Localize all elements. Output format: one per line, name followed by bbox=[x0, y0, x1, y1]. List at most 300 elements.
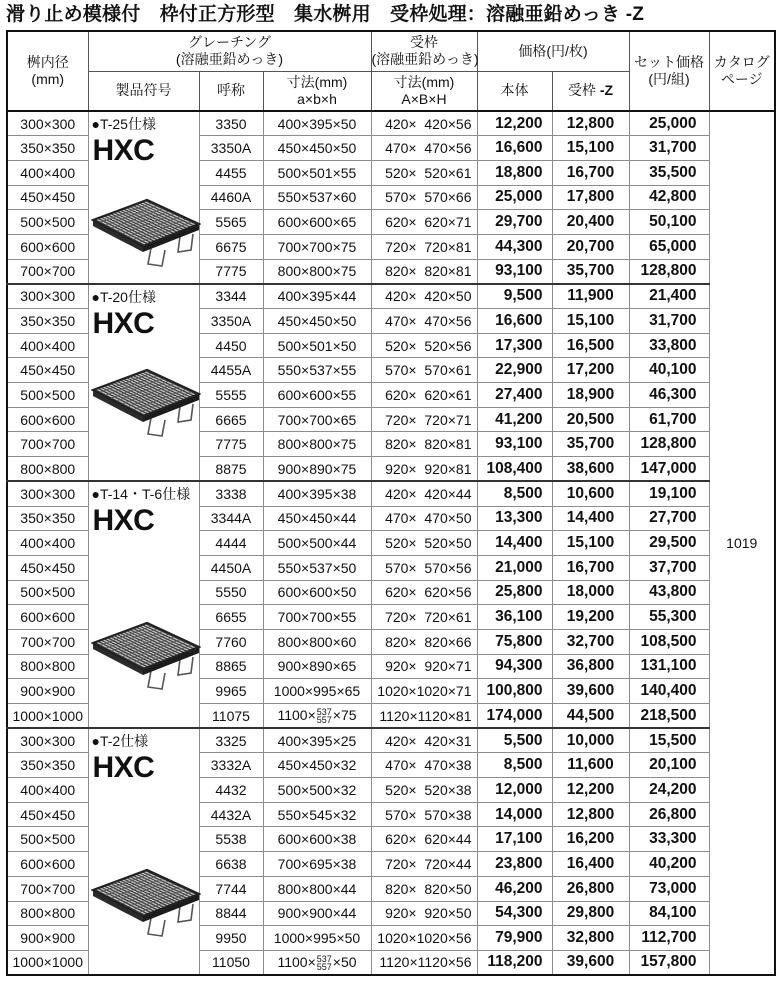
product-spec-label: ●T-2仕様 bbox=[91, 733, 149, 750]
page-title: 滑り止め模様付 枠付正方形型 集水桝用 受枠処理：溶融亜鉛めっき -Z bbox=[6, 4, 645, 25]
set-price-cell: 33,800 bbox=[629, 333, 709, 358]
nominal-cell: 5555 bbox=[199, 383, 263, 408]
inner-diameter-cell: 400×400 bbox=[7, 160, 88, 185]
table-header bbox=[7, 31, 775, 111]
body-price-cell: 14,400 bbox=[477, 531, 552, 556]
grating-dims-cell: 600×600×50 bbox=[263, 580, 371, 605]
set-price-cell: 128,800 bbox=[629, 432, 709, 457]
header-grating-dims-sub: a×b×h bbox=[297, 90, 337, 107]
frame-z-price-cell: 11,900 bbox=[552, 284, 629, 309]
grating-image bbox=[91, 611, 201, 691]
inner-diameter-cell: 350×350 bbox=[7, 506, 88, 531]
frame-z-price-cell: 15,100 bbox=[552, 309, 629, 334]
body-price-cell: 23,800 bbox=[477, 852, 552, 877]
frame-dims-cell: 920× 920×81 bbox=[371, 457, 477, 482]
set-price-cell: 31,700 bbox=[629, 309, 709, 334]
body-price-cell: 54,300 bbox=[477, 901, 552, 926]
body-price-cell: 94,300 bbox=[477, 654, 552, 679]
nominal-cell: 7744 bbox=[199, 876, 263, 901]
inner-diameter-cell: 300×300 bbox=[7, 728, 88, 753]
grating-dims-cell: 700×700×55 bbox=[263, 605, 371, 630]
header-price bbox=[477, 31, 629, 71]
body-price-cell: 9,500 bbox=[477, 284, 552, 309]
set-price-cell: 131,100 bbox=[629, 654, 709, 679]
set-price-cell: 25,000 bbox=[629, 111, 709, 136]
product-cell bbox=[88, 481, 199, 728]
grating-dims-cell: 800×800×75 bbox=[263, 259, 371, 284]
body-price-cell: 93,100 bbox=[477, 259, 552, 284]
frame-dims-cell: 420× 420×50 bbox=[371, 284, 477, 309]
body-price-cell: 14,000 bbox=[477, 802, 552, 827]
body-price-cell: 29,700 bbox=[477, 210, 552, 235]
catalog-page-cell: 1019 bbox=[709, 111, 775, 975]
set-price-cell: 218,500 bbox=[629, 704, 709, 729]
body-price-cell: 46,200 bbox=[477, 876, 552, 901]
nominal-cell: 3350A bbox=[199, 309, 263, 334]
set-price-cell: 46,300 bbox=[629, 383, 709, 408]
inner-diameter-cell: 900×900 bbox=[7, 679, 88, 704]
frame-dims-cell: 570× 570×66 bbox=[371, 185, 477, 210]
frame-dims-cell: 820× 820×66 bbox=[371, 629, 477, 654]
set-price-cell: 84,100 bbox=[629, 901, 709, 926]
body-price-cell: 75,800 bbox=[477, 629, 552, 654]
body-price-cell: 16,600 bbox=[477, 309, 552, 334]
set-price-cell: 65,000 bbox=[629, 234, 709, 259]
frame-dims-cell: 470× 470×56 bbox=[371, 136, 477, 161]
inner-diameter-cell: 450×450 bbox=[7, 358, 88, 383]
frame-z-price-cell: 20,500 bbox=[552, 407, 629, 432]
frame-z-price-cell: 10,600 bbox=[552, 481, 629, 506]
grating-dims-cell: 550×537×50 bbox=[263, 555, 371, 580]
frame-z-price-cell: 10,000 bbox=[552, 728, 629, 753]
header-frame-label: 受枠 bbox=[410, 34, 438, 51]
frame-dims-cell: 820× 820×81 bbox=[371, 432, 477, 457]
nominal-cell: 4432A bbox=[199, 802, 263, 827]
nominal-cell: 6675 bbox=[199, 234, 263, 259]
frame-dims-cell: 570× 570×38 bbox=[371, 802, 477, 827]
nominal-cell: 4455A bbox=[199, 358, 263, 383]
body-price-cell: 8,500 bbox=[477, 753, 552, 778]
header-nominal-label: 呼称 bbox=[217, 82, 245, 99]
grating-dims-cell: 900×890×65 bbox=[263, 654, 371, 679]
grating-dims-cell: 550×545×32 bbox=[263, 802, 371, 827]
inner-diameter-cell: 500×500 bbox=[7, 383, 88, 408]
body-price-cell: 118,200 bbox=[477, 950, 552, 975]
frame-z-price-cell: 35,700 bbox=[552, 432, 629, 457]
inner-diameter-cell: 400×400 bbox=[7, 778, 88, 803]
frame-z-price-cell: 17,200 bbox=[552, 358, 629, 383]
frame-dims-cell: 470× 470×56 bbox=[371, 309, 477, 334]
header-frame-z-label: 受枠 bbox=[567, 82, 600, 99]
body-price-cell: 174,000 bbox=[477, 704, 552, 729]
grating-dims-cell: 1000×995×50 bbox=[263, 926, 371, 951]
set-price-cell: 50,100 bbox=[629, 210, 709, 235]
nominal-cell: 7775 bbox=[199, 259, 263, 284]
header-grating-sub: (溶融亜鉛めっき) bbox=[175, 51, 284, 68]
inner-diameter-cell: 350×350 bbox=[7, 136, 88, 161]
frame-dims-cell: 520× 520×61 bbox=[371, 160, 477, 185]
inner-diameter-cell: 600×600 bbox=[7, 605, 88, 630]
grating-image bbox=[91, 358, 201, 438]
grating-dims-cell: 450×450×44 bbox=[263, 506, 371, 531]
body-price-cell: 22,900 bbox=[477, 358, 552, 383]
header-grating-dims-label: 寸法(mm) bbox=[286, 73, 348, 90]
dims-fraction bbox=[317, 955, 332, 971]
body-price-cell: 25,000 bbox=[477, 185, 552, 210]
header-catalog-label: カタログ bbox=[713, 54, 770, 70]
frame-dims-cell: 720× 720×61 bbox=[371, 605, 477, 630]
inner-diameter-cell: 700×700 bbox=[7, 259, 88, 284]
body-price-cell: 100,800 bbox=[477, 679, 552, 704]
set-price-cell: 29,500 bbox=[629, 531, 709, 556]
body-price-cell: 5,500 bbox=[477, 728, 552, 753]
product-code-label: HXC bbox=[92, 134, 155, 167]
set-price-cell: 27,700 bbox=[629, 506, 709, 531]
frame-dims-cell: 820× 820×81 bbox=[371, 259, 477, 284]
nominal-cell: 11050 bbox=[199, 950, 263, 975]
nominal-cell: 3344A bbox=[199, 506, 263, 531]
nominal-cell: 11075 bbox=[199, 704, 263, 729]
frame-dims-cell: 620× 620×56 bbox=[371, 580, 477, 605]
grating-dims-cell bbox=[263, 704, 371, 729]
frame-dims-cell: 620× 620×44 bbox=[371, 827, 477, 852]
frame-z-price-cell: 12,200 bbox=[552, 778, 629, 803]
nominal-cell: 4450A bbox=[199, 555, 263, 580]
grating-image bbox=[91, 858, 201, 938]
nominal-cell: 5538 bbox=[199, 827, 263, 852]
product-code-label: HXC bbox=[92, 504, 155, 538]
nominal-cell: 3350A bbox=[199, 136, 263, 161]
body-price-cell: 93,100 bbox=[477, 432, 552, 457]
frame-dims-cell: 1120×1120×81 bbox=[371, 704, 477, 729]
header-price-label: 価格(円/枚) bbox=[518, 42, 588, 59]
grating-dims-cell: 900×890×75 bbox=[263, 457, 371, 482]
frame-z-price-cell: 39,600 bbox=[552, 950, 629, 975]
dims-suffix: ×50 bbox=[332, 953, 357, 970]
frame-z-price-cell: 18,000 bbox=[552, 580, 629, 605]
body-price-cell: 108,400 bbox=[477, 457, 552, 482]
frame-dims-cell: 420× 420×56 bbox=[371, 111, 477, 136]
product-spec-label: ●T-20仕様 bbox=[91, 288, 156, 305]
table-row bbox=[7, 728, 775, 753]
frame-z-price-cell: 32,800 bbox=[552, 926, 629, 951]
frame-dims-cell: 720× 720×81 bbox=[371, 234, 477, 259]
product-cell bbox=[88, 111, 199, 284]
body-price-cell: 25,800 bbox=[477, 580, 552, 605]
header-set-price-unit: (円/組) bbox=[648, 71, 690, 87]
inner-diameter-cell: 350×350 bbox=[7, 753, 88, 778]
set-price-cell: 108,500 bbox=[629, 629, 709, 654]
inner-diameter-cell: 400×400 bbox=[7, 531, 88, 556]
inner-diameter-cell: 400×400 bbox=[7, 333, 88, 358]
header-frame-sub: (溶融亜鉛めっき) bbox=[371, 51, 479, 68]
product-code-label: HXC bbox=[92, 751, 155, 785]
grating-dims-cell: 1000×995×65 bbox=[263, 679, 371, 704]
set-price-cell: 21,400 bbox=[629, 284, 709, 309]
nominal-cell: 7775 bbox=[199, 432, 263, 457]
nominal-cell: 4460A bbox=[199, 185, 263, 210]
grating-dims-cell: 400×395×25 bbox=[263, 728, 371, 753]
header-grating-dims bbox=[263, 71, 371, 111]
inner-diameter-cell: 1000×1000 bbox=[7, 950, 88, 975]
grating-dims-cell: 450×450×50 bbox=[263, 309, 371, 334]
frame-z-price-cell: 14,400 bbox=[552, 506, 629, 531]
product-cell bbox=[88, 284, 199, 482]
table-row bbox=[7, 481, 775, 506]
grating-dims-cell: 550×537×55 bbox=[263, 358, 371, 383]
nominal-cell: 8865 bbox=[199, 654, 263, 679]
inner-diameter-cell: 500×500 bbox=[7, 580, 88, 605]
grating-dims-cell: 800×800×60 bbox=[263, 629, 371, 654]
frame-z-price-cell: 17,800 bbox=[552, 185, 629, 210]
frame-z-price-cell: 29,800 bbox=[552, 901, 629, 926]
set-price-cell: 19,100 bbox=[629, 481, 709, 506]
product-spec-label: ●T-25仕様 bbox=[91, 116, 156, 132]
body-price-cell: 44,300 bbox=[477, 234, 552, 259]
dims-fraction-top: 537 bbox=[316, 954, 332, 965]
header-body-price bbox=[477, 71, 552, 111]
header-grating bbox=[88, 31, 371, 71]
header-inner-diameter-unit: (mm) bbox=[31, 71, 65, 87]
header-nominal bbox=[199, 71, 263, 111]
dims-prefix: 1100× bbox=[277, 953, 316, 970]
nominal-cell: 9965 bbox=[199, 679, 263, 704]
dims-suffix: ×75 bbox=[332, 706, 357, 723]
frame-z-price-cell: 16,500 bbox=[552, 333, 629, 358]
header-catalog bbox=[709, 31, 775, 111]
header-grating-label: グレーチング bbox=[187, 34, 272, 51]
set-price-cell: 33,300 bbox=[629, 827, 709, 852]
header-frame-z-price bbox=[552, 71, 629, 111]
nominal-cell: 3332A bbox=[199, 753, 263, 778]
nominal-cell: 4432 bbox=[199, 778, 263, 803]
grating-dims-cell: 900×900×44 bbox=[263, 901, 371, 926]
frame-z-price-cell: 16,700 bbox=[552, 160, 629, 185]
frame-dims-cell: 420× 420×44 bbox=[371, 481, 477, 506]
frame-dims-cell: 720× 720×44 bbox=[371, 852, 477, 877]
set-price-cell: 24,200 bbox=[629, 778, 709, 803]
frame-dims-cell: 1020×1020×71 bbox=[371, 679, 477, 704]
grating-dims-cell: 600×600×55 bbox=[263, 383, 371, 408]
inner-diameter-cell: 800×800 bbox=[7, 654, 88, 679]
frame-z-price-cell: 19,200 bbox=[552, 605, 629, 630]
frame-dims-cell: 1020×1020×56 bbox=[371, 926, 477, 951]
body-price-cell: 17,100 bbox=[477, 827, 552, 852]
header-inner-diameter bbox=[7, 31, 88, 111]
body-price-cell: 27,400 bbox=[477, 383, 552, 408]
frame-z-price-cell: 15,100 bbox=[552, 531, 629, 556]
product-cell bbox=[88, 728, 199, 975]
set-price-cell: 157,800 bbox=[629, 950, 709, 975]
frame-z-price-cell: 39,600 bbox=[552, 679, 629, 704]
grating-dims-cell: 600×600×38 bbox=[263, 827, 371, 852]
frame-dims-cell: 470× 470×50 bbox=[371, 506, 477, 531]
inner-diameter-cell: 350×350 bbox=[7, 309, 88, 334]
header-frame-dims-label: 寸法(mm) bbox=[393, 73, 455, 90]
nominal-cell: 5550 bbox=[199, 580, 263, 605]
nominal-cell: 5565 bbox=[199, 210, 263, 235]
set-price-cell: 55,300 bbox=[629, 605, 709, 630]
nominal-cell: 4444 bbox=[199, 531, 263, 556]
frame-z-price-cell: 12,800 bbox=[552, 111, 629, 136]
frame-z-price-cell: 20,700 bbox=[552, 234, 629, 259]
frame-z-price-cell: 32,700 bbox=[552, 629, 629, 654]
inner-diameter-cell: 800×800 bbox=[7, 457, 88, 482]
grating-dims-cell: 500×500×32 bbox=[263, 778, 371, 803]
dims-fraction-bottom: 557 bbox=[316, 962, 332, 973]
inner-diameter-cell: 1000×1000 bbox=[7, 704, 88, 729]
inner-diameter-cell: 700×700 bbox=[7, 432, 88, 457]
frame-z-price-cell: 11,600 bbox=[552, 753, 629, 778]
frame-dims-cell: 720× 720×71 bbox=[371, 407, 477, 432]
frame-z-price-cell: 44,500 bbox=[552, 704, 629, 729]
set-price-cell: 147,000 bbox=[629, 457, 709, 482]
grating-dims-cell: 700×700×65 bbox=[263, 407, 371, 432]
grating-dims-cell: 500×500×44 bbox=[263, 531, 371, 556]
header-set-price bbox=[629, 31, 709, 111]
dims-prefix: 1100× bbox=[277, 706, 316, 723]
set-price-cell: 31,700 bbox=[629, 136, 709, 161]
frame-dims-cell: 570× 570×56 bbox=[371, 555, 477, 580]
nominal-cell: 3350 bbox=[199, 111, 263, 136]
frame-z-price-cell: 36,800 bbox=[552, 654, 629, 679]
nominal-cell: 6665 bbox=[199, 407, 263, 432]
frame-dims-cell: 520× 520×50 bbox=[371, 531, 477, 556]
header-frame bbox=[371, 31, 477, 71]
nominal-cell: 3338 bbox=[199, 481, 263, 506]
grating-dims-cell: 700×700×75 bbox=[263, 234, 371, 259]
inner-diameter-cell: 300×300 bbox=[7, 284, 88, 309]
set-price-cell: 43,800 bbox=[629, 580, 709, 605]
dims-fraction-bottom: 557 bbox=[316, 715, 332, 726]
frame-dims-cell: 520× 520×56 bbox=[371, 333, 477, 358]
header-product-code bbox=[88, 71, 199, 111]
set-price-cell: 42,800 bbox=[629, 185, 709, 210]
set-price-cell: 15,500 bbox=[629, 728, 709, 753]
set-price-cell: 20,100 bbox=[629, 753, 709, 778]
set-price-cell: 140,400 bbox=[629, 679, 709, 704]
nominal-cell: 4450 bbox=[199, 333, 263, 358]
frame-z-price-cell: 16,400 bbox=[552, 852, 629, 877]
table-row bbox=[7, 284, 775, 309]
product-spec-label: ●T-14・T-6仕様 bbox=[91, 486, 191, 503]
frame-dims-cell: 620× 620×61 bbox=[371, 383, 477, 408]
grating-dims-cell: 600×600×65 bbox=[263, 210, 371, 235]
header-set-price-label: セット価格 bbox=[634, 54, 704, 70]
frame-z-price-cell: 12,800 bbox=[552, 802, 629, 827]
frame-z-price-cell: 18,900 bbox=[552, 383, 629, 408]
frame-z-price-cell: 16,200 bbox=[552, 827, 629, 852]
inner-diameter-cell: 500×500 bbox=[7, 827, 88, 852]
dims-fraction-top: 537 bbox=[316, 707, 332, 718]
frame-z-price-cell: 38,600 bbox=[552, 457, 629, 482]
body-price-cell: 36,100 bbox=[477, 605, 552, 630]
body-price-cell: 12,000 bbox=[477, 778, 552, 803]
body-price-cell: 18,800 bbox=[477, 160, 552, 185]
inner-diameter-cell: 600×600 bbox=[7, 852, 88, 877]
grating-image bbox=[91, 188, 201, 268]
nominal-cell: 8875 bbox=[199, 457, 263, 482]
body-price-cell: 12,200 bbox=[477, 111, 552, 136]
inner-diameter-cell: 300×300 bbox=[7, 111, 88, 136]
grating-dims-cell: 450×450×32 bbox=[263, 753, 371, 778]
body-price-cell: 13,300 bbox=[477, 506, 552, 531]
frame-z-price-cell: 35,700 bbox=[552, 259, 629, 284]
nominal-cell: 4455 bbox=[199, 160, 263, 185]
frame-dims-cell: 920× 920×71 bbox=[371, 654, 477, 679]
frame-dims-cell: 820× 820×50 bbox=[371, 876, 477, 901]
header-catalog-sub: ページ bbox=[720, 71, 763, 87]
inner-diameter-cell: 500×500 bbox=[7, 210, 88, 235]
nominal-cell: 3325 bbox=[199, 728, 263, 753]
frame-dims-cell: 1120×1120×56 bbox=[371, 950, 477, 975]
frame-dims-cell: 620× 620×71 bbox=[371, 210, 477, 235]
inner-diameter-cell: 700×700 bbox=[7, 876, 88, 901]
inner-diameter-cell: 900×900 bbox=[7, 926, 88, 951]
inner-diameter-cell: 600×600 bbox=[7, 407, 88, 432]
header-frame-dims bbox=[371, 71, 477, 111]
inner-diameter-cell: 300×300 bbox=[7, 481, 88, 506]
header-frame-z-suffix: -Z bbox=[599, 82, 614, 99]
body-price-cell: 21,000 bbox=[477, 555, 552, 580]
grating-dims-cell: 550×537×60 bbox=[263, 185, 371, 210]
grating-dims-cell: 700×695×38 bbox=[263, 852, 371, 877]
frame-dims-cell: 520× 520×38 bbox=[371, 778, 477, 803]
body-price-cell: 41,200 bbox=[477, 407, 552, 432]
header-product-code-label: 製品符号 bbox=[115, 82, 172, 99]
product-code-label: HXC bbox=[92, 306, 155, 340]
inner-diameter-cell: 450×450 bbox=[7, 185, 88, 210]
nominal-cell: 6638 bbox=[199, 852, 263, 877]
price-table bbox=[6, 30, 776, 976]
nominal-cell: 3344 bbox=[199, 284, 263, 309]
table-row bbox=[7, 111, 775, 136]
nominal-cell: 8844 bbox=[199, 901, 263, 926]
frame-dims-cell: 920× 920×50 bbox=[371, 901, 477, 926]
nominal-cell: 9950 bbox=[199, 926, 263, 951]
inner-diameter-cell: 450×450 bbox=[7, 555, 88, 580]
frame-dims-cell: 470× 470×38 bbox=[371, 753, 477, 778]
body-price-cell: 16,600 bbox=[477, 136, 552, 161]
grating-dims-cell: 500×501×50 bbox=[263, 333, 371, 358]
set-price-cell: 61,700 bbox=[629, 407, 709, 432]
inner-diameter-cell: 600×600 bbox=[7, 234, 88, 259]
grating-dims-cell: 450×450×50 bbox=[263, 136, 371, 161]
set-price-cell: 26,800 bbox=[629, 802, 709, 827]
set-price-cell: 35,500 bbox=[629, 160, 709, 185]
set-price-cell: 40,200 bbox=[629, 852, 709, 877]
grating-dims-cell: 400×395×38 bbox=[263, 481, 371, 506]
inner-diameter-cell: 800×800 bbox=[7, 901, 88, 926]
body-price-cell: 79,900 bbox=[477, 926, 552, 951]
grating-dims-cell: 800×800×75 bbox=[263, 432, 371, 457]
set-price-cell: 128,800 bbox=[629, 259, 709, 284]
inner-diameter-cell: 700×700 bbox=[7, 629, 88, 654]
nominal-cell: 6655 bbox=[199, 605, 263, 630]
frame-z-price-cell: 16,700 bbox=[552, 555, 629, 580]
header-inner-diameter-label: 桝内径 bbox=[26, 54, 69, 70]
grating-dims-cell: 800×800×44 bbox=[263, 876, 371, 901]
body-price-cell: 17,300 bbox=[477, 333, 552, 358]
body-price-cell: 8,500 bbox=[477, 481, 552, 506]
frame-z-price-cell: 20,400 bbox=[552, 210, 629, 235]
set-price-cell: 112,700 bbox=[629, 926, 709, 951]
set-price-cell: 73,000 bbox=[629, 876, 709, 901]
set-price-cell: 40,100 bbox=[629, 358, 709, 383]
frame-dims-cell: 420× 420×31 bbox=[371, 728, 477, 753]
frame-z-price-cell: 26,800 bbox=[552, 876, 629, 901]
grating-dims-cell bbox=[263, 950, 371, 975]
